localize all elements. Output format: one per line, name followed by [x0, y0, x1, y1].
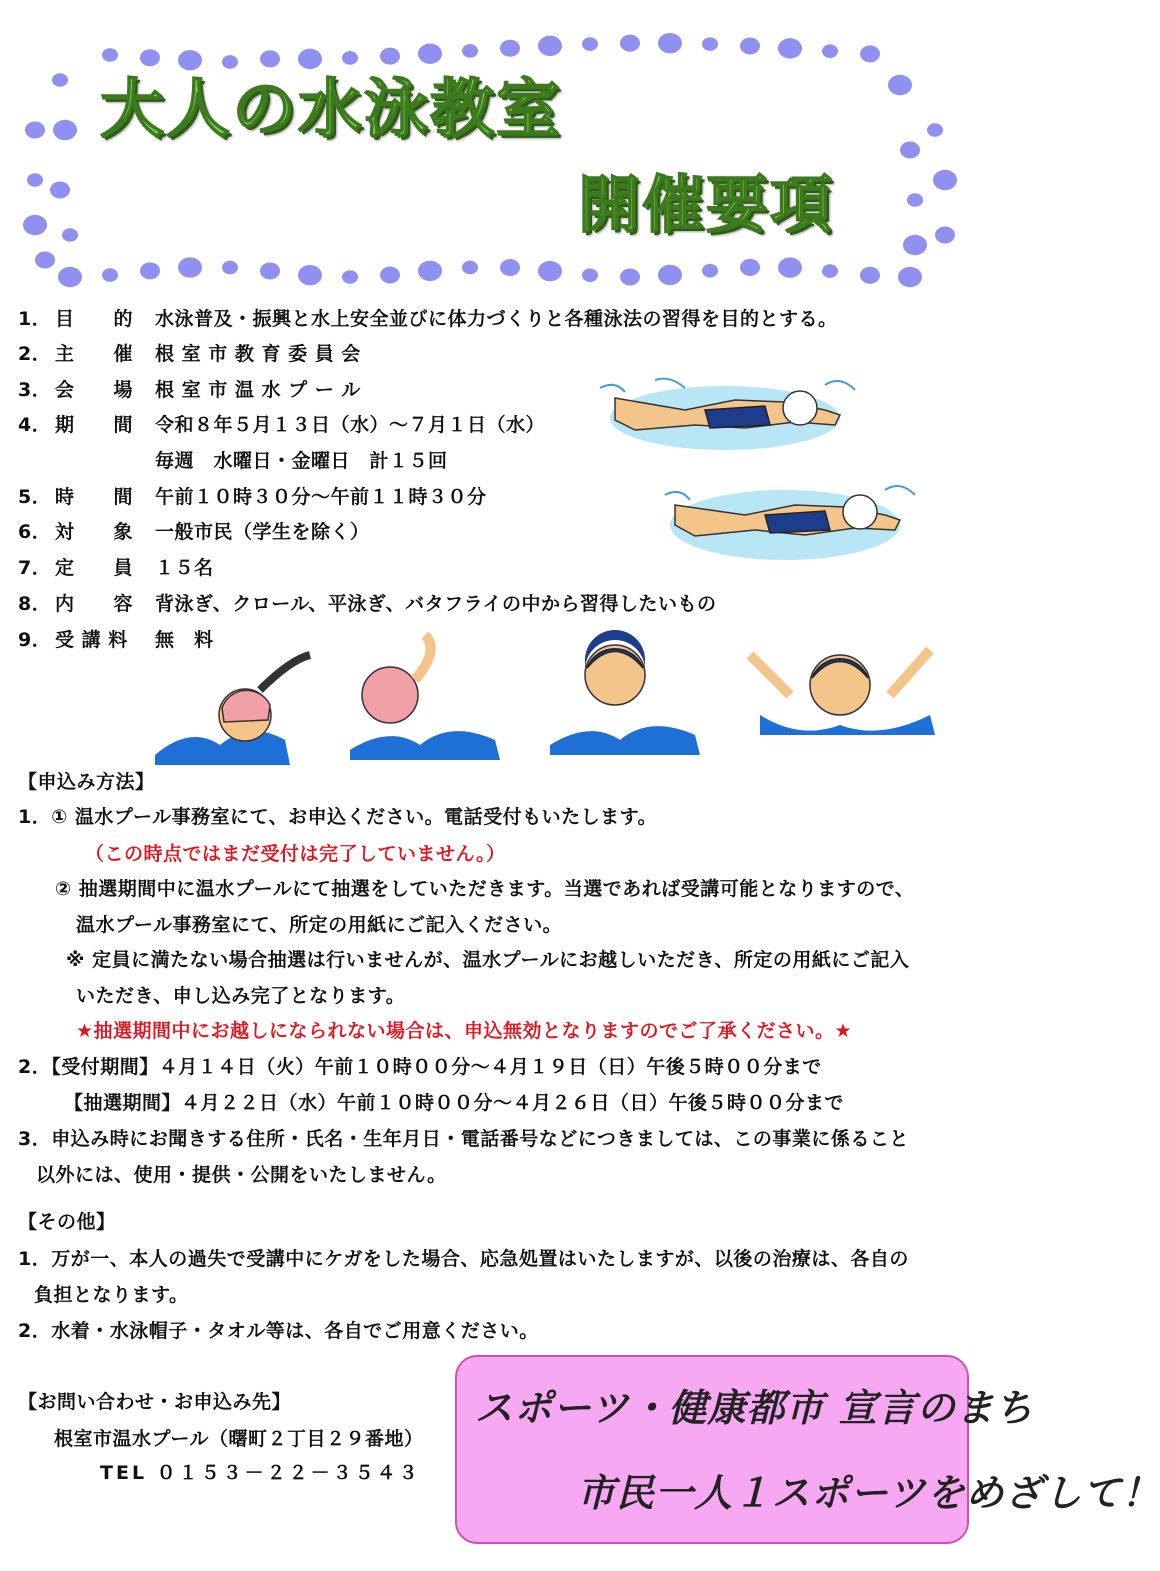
bubble-icon	[740, 37, 760, 54]
bubble-icon	[25, 122, 45, 139]
item-number: 5．	[18, 486, 52, 508]
bubble-icon	[58, 267, 82, 287]
apply-step-1: 1．① 温水プール事務室にて、お申込ください。電話受付もいたします。	[18, 806, 658, 828]
slogan-line-1: スポーツ・健康都市 宣言のまち	[475, 1385, 1034, 1430]
item-label: 目 的	[55, 308, 134, 330]
item-text: 根 室 市 教 育 委 員 会	[155, 343, 361, 365]
other-heading: 【その他】	[18, 1211, 116, 1233]
item-label: 内 容	[55, 593, 134, 615]
bubble-icon	[102, 48, 118, 62]
bubble-icon	[50, 182, 70, 199]
title-main: 大人の水泳教室	[100, 73, 562, 147]
bubble-icon	[222, 55, 238, 69]
item-text-cont: 毎週 水曜日・金曜日 計１５回	[155, 450, 448, 472]
bubble-icon	[298, 49, 322, 69]
stroke-illustrations	[150, 630, 960, 770]
bubble-icon	[342, 270, 358, 284]
apply-note-cont: いただき、申し込み完了となります。	[76, 985, 406, 1007]
apply-step-2: ② 抽選期間中に温水プールにて抽選をしていただきます。当選であれば受講可能となりますので、	[55, 878, 915, 900]
item-text: 背泳ぎ、クロール、平泳ぎ、バタフライの中から習得したいもの	[155, 593, 717, 615]
contact-tel: TEL ０１５３－２２－３５４３	[100, 1462, 421, 1484]
item-text: 午前１０時３０分～午前１１時３０分	[155, 486, 487, 508]
item-text: 一般市民（学生を除く）	[155, 521, 370, 543]
privacy-note: 3．申込み時にお聞きする住所・氏名・生年月日・電話番号などにつきましては、この事業に係ること	[18, 1128, 909, 1150]
bubble-icon	[380, 48, 400, 65]
item-number: 2．	[18, 343, 52, 365]
item-label: 受 講 料	[55, 629, 128, 651]
apply-warning: ★抽選期間中にお越しになられない場合は、申込無効となりますのでご了承ください。★	[76, 1020, 853, 1042]
bubble-icon	[298, 265, 322, 285]
bubble-icon	[900, 142, 920, 159]
bubble-icon	[658, 265, 682, 285]
crawl-swimmer-icon	[155, 655, 310, 765]
other-item-1-cont: 負担となります。	[34, 1284, 189, 1306]
bubble-icon	[418, 43, 442, 63]
butterfly-swimmer-icon	[750, 650, 935, 735]
bubble-icon	[260, 50, 280, 67]
bubble-icon	[538, 36, 562, 56]
bubble-icon	[933, 170, 957, 190]
bubble-icon	[860, 267, 880, 284]
item-number: 6．	[18, 521, 52, 543]
bubble-icon	[903, 235, 927, 255]
item-text: １５名	[155, 557, 214, 579]
bubble-icon	[907, 193, 923, 207]
other-item-2: 2．水着・水泳帽子・タオル等は、各自でご用意ください。	[18, 1320, 539, 1342]
bubble-frame	[0, 0, 980, 300]
bubble-icon	[260, 262, 280, 279]
other-item-1: 1．万が一、本人の過失で受講中にケガをした場合、応急処置はいたしますが、以後の治療は、各自の	[18, 1248, 909, 1270]
bubble-icon	[778, 257, 802, 277]
item-number: 1．	[18, 308, 52, 330]
slogan-box	[455, 1355, 1160, 1544]
bubble-icon	[620, 35, 640, 52]
bubble-icon	[35, 252, 55, 269]
apply-step-1-note: （この時点ではまだ受付は完了していません。）	[85, 843, 506, 865]
bubble-icon	[702, 264, 718, 278]
breaststroke-swimmer-icon	[550, 630, 700, 755]
item-number: 3．	[18, 379, 52, 401]
bubble-icon	[178, 50, 202, 70]
apply-note: ※ 定員に満たない場合抽選は行いませんが、温水プールにお越しいただき、所定の用紙にご記入	[66, 949, 910, 971]
lottery-period: 【抽選期間】４月２２日（水）午前１０時００分～４月２６日（日）午後５時００分まで	[64, 1092, 845, 1114]
item-text: 根 室 市 温 水 プ ー ル	[155, 379, 361, 401]
bubble-icon	[860, 45, 880, 62]
contact-name: 根室市温水プール（曙町２丁目２９番地）	[54, 1428, 424, 1450]
bubble-icon	[582, 268, 598, 282]
bubble-icon	[52, 73, 68, 87]
item-label: 対 象	[55, 521, 134, 543]
privacy-note-cont: 以外には、使用・提供・公開をいたしません。	[36, 1164, 447, 1186]
bubble-icon	[140, 49, 160, 66]
bubble-icon	[140, 262, 160, 279]
bubble-icon	[538, 261, 562, 281]
bubble-icon	[888, 75, 912, 95]
swimmers-illustration	[595, 370, 925, 585]
bubble-icon	[620, 268, 640, 285]
item-number: 9．	[18, 629, 52, 651]
apply-heading: 【申込み方法】	[18, 771, 155, 793]
bubble-icon	[935, 227, 955, 244]
bubble-icon	[740, 259, 760, 276]
item-text: 水泳普及・振興と水上安全並びに体力づくりと各種泳法の習得を目的とする。	[155, 308, 838, 330]
bubble-icon	[222, 261, 238, 275]
bubble-icon	[898, 267, 922, 287]
bubble-icon	[462, 261, 478, 275]
bubble-icon	[927, 123, 943, 137]
item-label: 定 員	[55, 557, 134, 579]
backstroke-swimmer-icon	[350, 635, 500, 760]
slogan-line-2: 市民一人１スポーツをめざして！	[577, 1470, 1160, 1515]
bubble-icon	[462, 44, 478, 58]
item-text: 令和８年５月１３日（水）～７月１日（水）	[155, 414, 546, 436]
bubble-icon	[822, 44, 838, 58]
bubble-icon	[62, 228, 78, 242]
bubble-icon	[178, 257, 202, 277]
title-sub: 開催要項	[578, 168, 835, 241]
bubble-icon	[53, 120, 77, 140]
reception-period: 2．【受付期間】４月１４日（火）午前１０時００分～４月１９日（日）午後５時００分まで	[18, 1056, 822, 1078]
contact-heading: 【お問い合わせ・お申込み先】	[18, 1391, 292, 1413]
bubble-icon	[342, 51, 358, 65]
bubble-icon	[23, 215, 47, 235]
item-number: 7．	[18, 557, 52, 579]
bubble-icon	[380, 267, 400, 284]
bubble-icon	[702, 37, 718, 51]
item-label: 時 間	[55, 486, 134, 508]
apply-step-2-cont: 温水プール事務室にて、所定の用紙にご記入ください。	[76, 914, 563, 936]
bubble-icon	[27, 173, 43, 187]
item-text: 無 料	[155, 629, 214, 651]
bubble-icon	[822, 264, 838, 278]
item-number: 4．	[18, 414, 52, 436]
bubble-icon	[102, 268, 118, 282]
bubble-icon	[778, 38, 802, 58]
item-number: 8．	[18, 593, 52, 615]
bubble-icon	[418, 261, 442, 281]
bubble-icon	[582, 37, 598, 51]
bubble-icon	[658, 33, 682, 53]
bubble-icon	[500, 259, 520, 276]
item-label: 会 場	[55, 379, 134, 401]
item-label: 期 間	[55, 414, 134, 436]
bubble-icon	[500, 40, 520, 57]
item-label: 主 催	[55, 343, 134, 365]
